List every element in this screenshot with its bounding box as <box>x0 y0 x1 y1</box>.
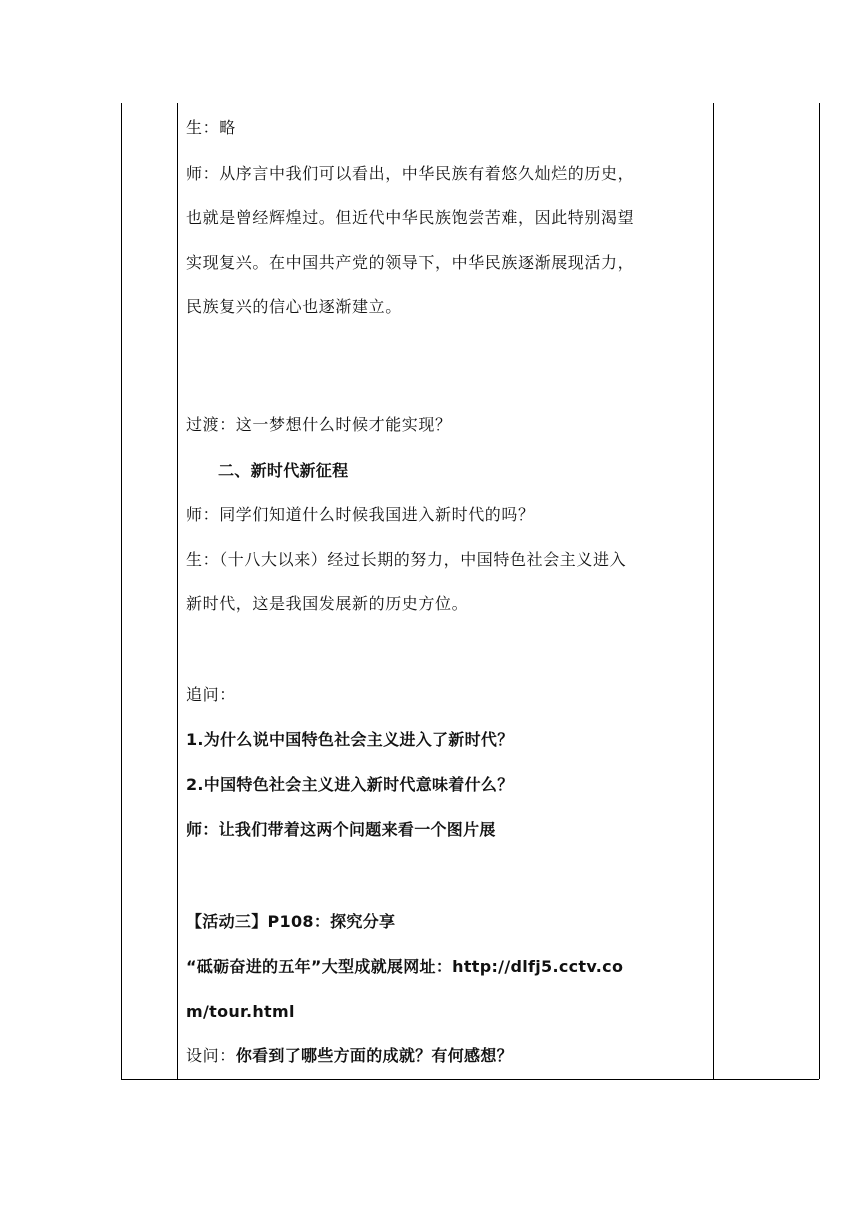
text-line: 生：略 <box>186 118 236 137</box>
text-line: 实现复兴。在中国共产党的领导下，中华民族逐渐展现活力， <box>186 253 635 272</box>
question-line: 2.中国特色社会主义进入新时代意味着什么？ <box>186 775 514 794</box>
table-border-col3 <box>713 103 714 1079</box>
table-border-right <box>819 103 820 1079</box>
table-border-bottom <box>121 1079 819 1080</box>
section-heading: 二、新时代新征程 <box>218 461 349 480</box>
text-line: 过渡：这一梦想什么时候才能实现？ <box>186 415 452 434</box>
url-line: “砥砺奋进的五年”大型成就展网址：http://dlfj5.cctv.co <box>186 957 624 976</box>
prompt-label: 设问： <box>186 1046 236 1065</box>
text-line: 也就是曾经辉煌过。但近代中华民族饱尝苦难，因此特别渴望 <box>186 208 635 227</box>
question-prompt <box>186 1046 513 1066</box>
text-line: 生：（十八大以来）经过长期的努力，中国特色社会主义进入 <box>186 550 627 569</box>
question-line: 1.为什么说中国特色社会主义进入了新时代？ <box>186 730 514 749</box>
table-border-left <box>121 103 122 1079</box>
activity-heading: 【活动三】P108：探究分享 <box>186 912 396 931</box>
text-line: 师：从序言中我们可以看出，中华民族有着悠久灿烂的历史， <box>186 164 635 183</box>
text-line: 追问： <box>186 685 236 704</box>
text-line: 新时代，这是我国发展新的历史方位。 <box>186 594 469 613</box>
text-line: 民族复兴的信心也逐渐建立。 <box>186 297 402 316</box>
table-border-col2 <box>177 103 178 1079</box>
text-line: 师：让我们带着这两个问题来看一个图片展 <box>186 820 496 839</box>
prompt-question: 你看到了哪些方面的成就？有何感想？ <box>235 1046 513 1065</box>
text-line: 师：同学们知道什么时候我国进入新时代的吗？ <box>186 505 535 524</box>
url-line: m/tour.html <box>186 1002 295 1021</box>
